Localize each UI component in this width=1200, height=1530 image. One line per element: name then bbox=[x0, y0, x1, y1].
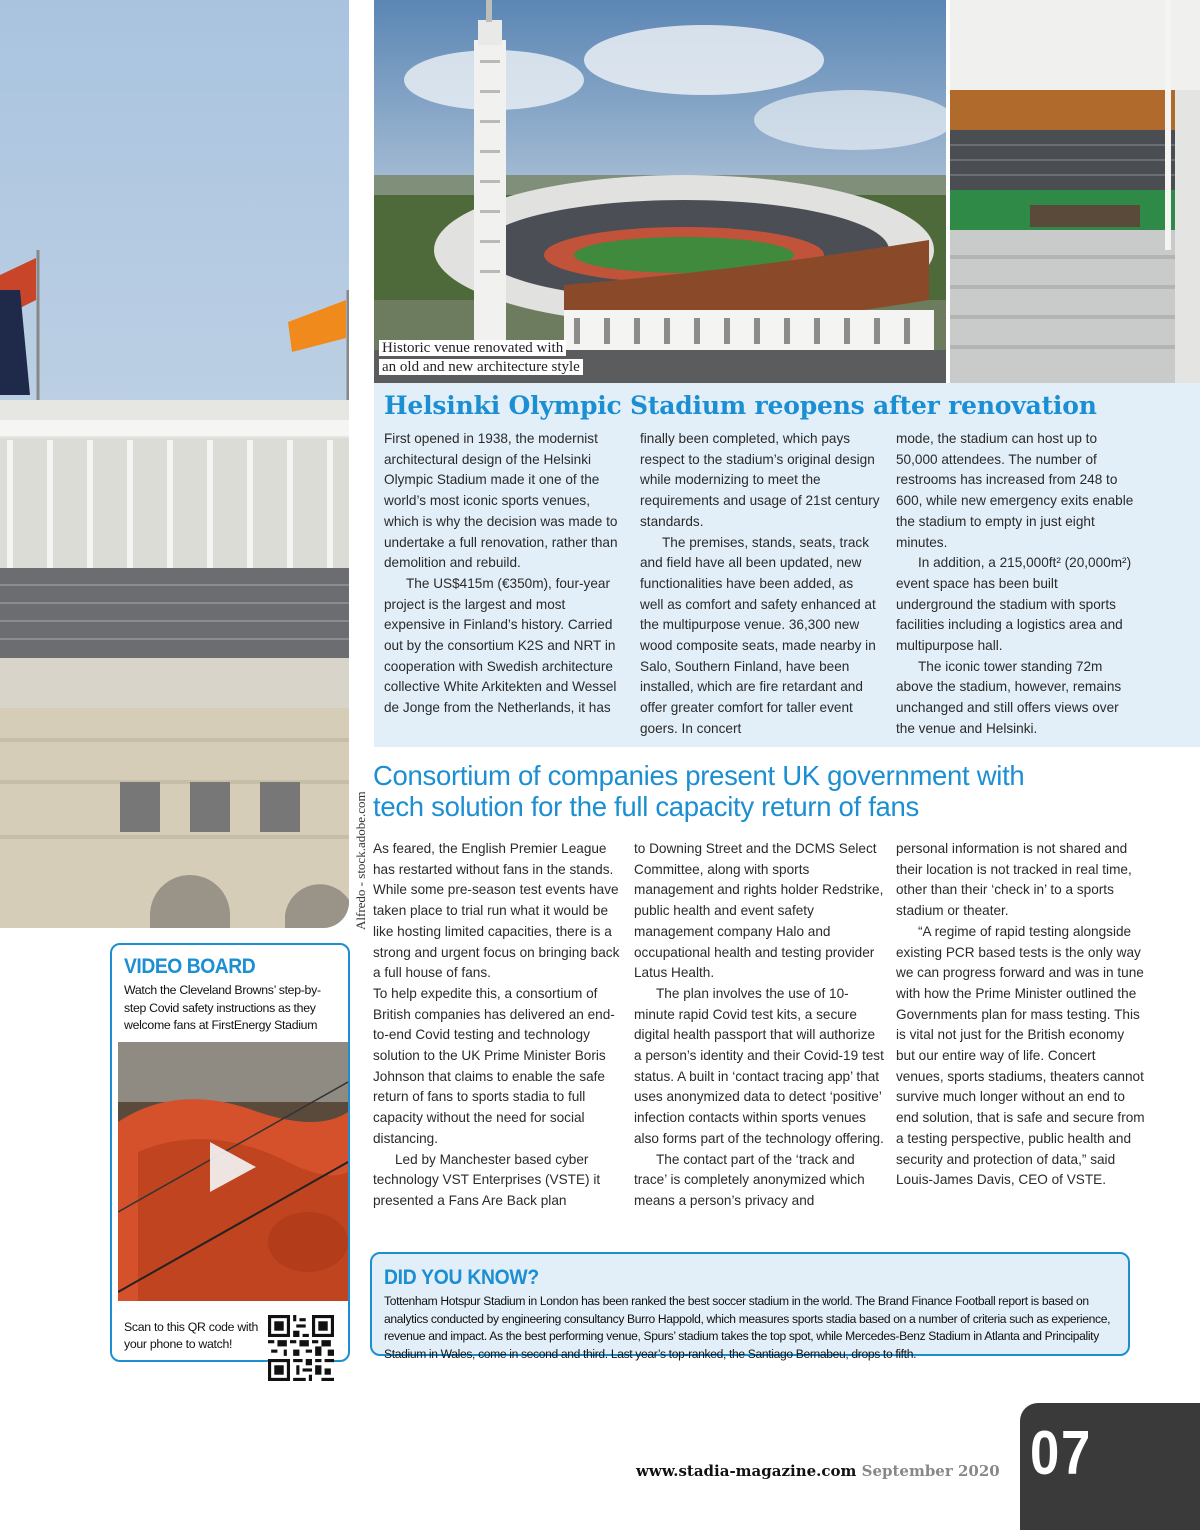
article-helsinki-column-3 bbox=[896, 429, 1136, 740]
photo-credit: Alfredo - stock.adobe.com bbox=[353, 791, 368, 930]
article-helsinki-column-1 bbox=[384, 429, 624, 719]
article-consortium-title-line1: Consortium of companies present UK government with bbox=[373, 760, 1025, 791]
paragraph: finally been completed, which pays respect to the stadium’s original design while modernizing to meet the requirements and usage of 21st century standards. bbox=[640, 431, 880, 529]
paragraph: The contact part of the ‘track and trace’ is completely anonymized which means a person’s privacy and bbox=[634, 1151, 865, 1208]
stadium-exterior-photo bbox=[0, 0, 349, 928]
paragraph: In addition, a 215,000ft² (20,000m²) event space has been built underground the stadium with sports facilities including a logistics area and multipurpose hall. bbox=[896, 555, 1132, 654]
helsinki-stadium-aerial-photo bbox=[374, 0, 946, 383]
footer bbox=[636, 1462, 1000, 1480]
photo-caption-line1: Historic venue renovated with bbox=[379, 340, 566, 356]
paragraph: Led by Manchester based cyber technology VST Enterprises (VSTE) it presented a Fans Are Back plan bbox=[373, 1151, 601, 1208]
article-consortium-column-3 bbox=[896, 839, 1146, 1191]
did-you-know-box bbox=[370, 1252, 1130, 1361]
paragraph: “A regime of rapid testing alongside existing PCR based tests is the only way we can progress forward and was in tune with how the Prime Minister outlined the Governments plan for mass testing. This is vital not just for the British economy but our entire way of life. Concert venues, sports stadiums, theaters cannot survive much longer without an end to end solution, that is safe and secure from a testing perspective, public health and security and protection of data,” said Louis-James Davis, CEO of VSTE. bbox=[896, 923, 1145, 1188]
video-thumbnail[interactable] bbox=[118, 1042, 348, 1301]
photo-caption bbox=[379, 339, 633, 377]
article-helsinki-column-2 bbox=[640, 429, 880, 740]
article-helsinki-title: Helsinki Olympic Stadium reopens after renovation bbox=[384, 391, 1097, 420]
qr-code-icon[interactable] bbox=[268, 1315, 334, 1381]
photo-caption-line2: an old and new architecture style bbox=[379, 359, 583, 375]
article-consortium-column-2 bbox=[634, 839, 884, 1212]
paragraph: First opened in 1938, the modernist architectural design of the Helsinki Olympic Stadium made it one of the world’s most iconic sports venues, which is why the decision was made to undertake a full renovation, rather than demolition and rebuild. bbox=[384, 431, 618, 571]
page-number: 07 bbox=[1030, 1419, 1093, 1488]
did-you-know-title: DID YOU KNOW? bbox=[384, 1266, 539, 1289]
footer-website: www.stadia-magazine.com bbox=[636, 1462, 857, 1480]
qr-instructions: Scan to this QR code with your phone to watch! bbox=[124, 1320, 258, 1351]
footer-date: September 2020 bbox=[861, 1462, 1000, 1480]
paragraph: The US$415m (€350m), four-year project is the largest and most expensive in Finland’s history. Carried out by the consortium K2S and NRT in cooperation with Swedish architecture collective White Arkitekten and Wessel de Jonge from the Netherlands, it has bbox=[384, 575, 617, 716]
paragraph: The plan involves the use of 10-minute rapid Covid test kits, a secure digital health passport that will authorize a person’s identity and their Covid-19 test status. A built in ‘contact tracing app’ that uses anonymized data to detect ‘positive’ infection contacts within sports venues also forms part of the technology offering. bbox=[634, 985, 884, 1146]
video-board-box bbox=[110, 943, 350, 1362]
article-consortium-title-line2: tech solution for the full capacity return of fans bbox=[373, 791, 919, 822]
paragraph: To help expedite this, a consortium of British companies has delivered an end-to-end Covid testing and technology solution to the UK Prime Minister Boris Johnson that claims to enable the safe return of fans to sports stadia to full capacity without the need for social distancing. bbox=[373, 985, 615, 1146]
paragraph: The premises, stands, seats, track and field have all been updated, new functionalities have been added, as well as comfort and safety enhanced at the multipurpose venue. 36,300 new wood composite seats, made nearby in Salo, Southern Finland, have been installed, which are fire retardant and offer greater comfort for taller event goers. In concert bbox=[640, 534, 876, 736]
paragraph: As feared, the English Premier League has restarted without fans in the stands. While some pre-season test events have taken place to trial run what it would be like hosting limited capacities, there is a strong and urgent focus on bringing back a full house of fans. bbox=[373, 841, 620, 981]
article-consortium-column-1 bbox=[373, 839, 623, 1212]
article-consortium-title bbox=[373, 760, 1193, 822]
paragraph: The iconic tower standing 72m above the stadium, however, remains unchanged and still offers views over the venue and Helsinki. bbox=[896, 658, 1122, 736]
paragraph: mode, the stadium can host up to 50,000 attendees. The number of restrooms has increased from 248 to 600, while new emergency exits enable the stadium to empty in just eight minutes. bbox=[896, 431, 1134, 550]
paragraph: personal information is not shared and their location is not tracked in real time, other than their ‘check in’ to a sports stadium or theater. bbox=[896, 841, 1132, 919]
paragraph: to Downing Street and the DCMS Select Committee, along with sports management and rights holder Redstrike, public health and event safety management company Halo and occupational health and testing provider Latus Health. bbox=[634, 841, 884, 981]
stadium-interior-photo bbox=[950, 0, 1200, 383]
article-helsinki bbox=[374, 383, 1200, 747]
video-board-description: Watch the Cleveland Browns’ step-by-step Covid safety instructions as they welcome fans at FirstEnergy Stadium bbox=[124, 983, 321, 1032]
video-board-title: VIDEO BOARD bbox=[124, 955, 256, 978]
did-you-know-text: Tottenham Hotspur Stadium in London has been ranked the best soccer stadium in the world. The Brand Finance Football report is based on analytics conducted by engineering consultancy Burro Happold, which measures sports stadia based on a number of criteria such as experience, revenue and impact. As the best performing venue, Spurs’ stadium takes the top spot, while Mercedes-Benz Stadium in Atlanta and Principality Stadium in Wales, come in second and third. Last year’s top-ranked, the Santiago Bernabeu, drops to fifth. bbox=[384, 1294, 1111, 1361]
